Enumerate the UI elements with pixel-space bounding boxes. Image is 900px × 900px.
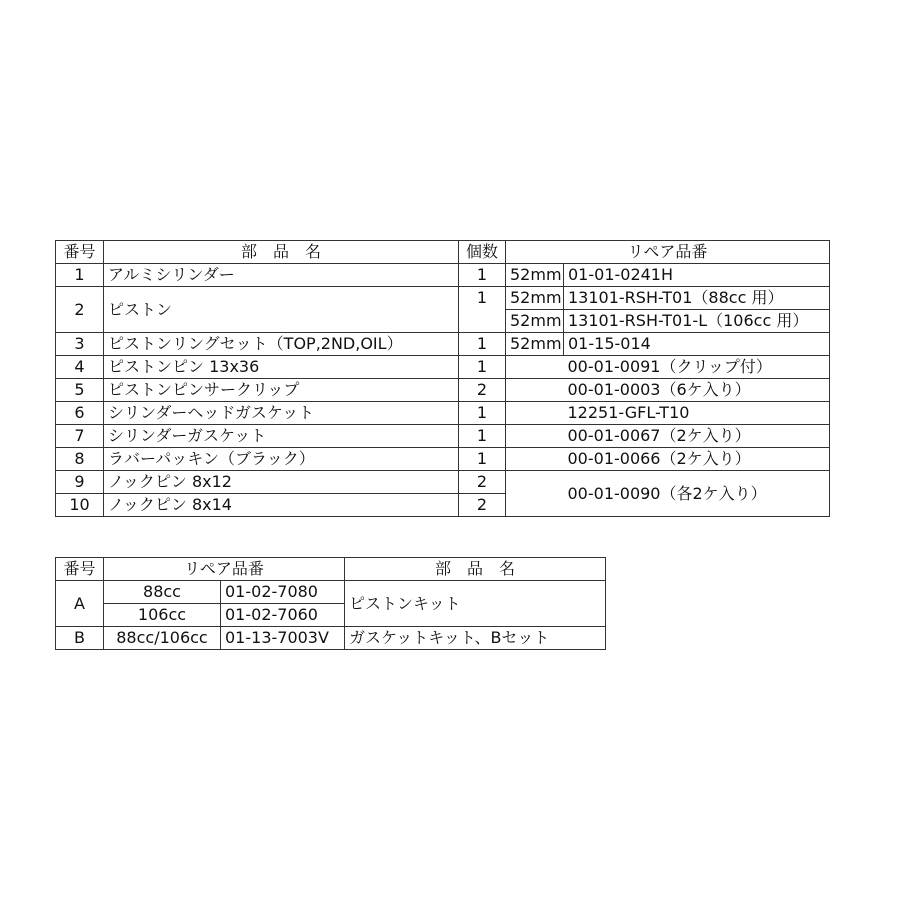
row-name: アルミシリンダー [104,264,459,287]
row-no: 9 [56,471,104,494]
parts-table [55,240,830,517]
table-row [56,356,830,379]
row-size-empty [506,471,564,517]
header-qty: 個数 [459,241,506,264]
row-no: 7 [56,425,104,448]
row-part: 00-01-0003（6ケ入り） [564,379,830,402]
kit-row-name: ガスケットキット、Bセット [345,627,606,650]
kit-row-no: A [56,581,104,627]
row-no: 6 [56,402,104,425]
table-row [56,471,830,494]
row-name: シリンダーガスケット [104,425,459,448]
row-no: 3 [56,333,104,356]
row-name: シリンダーヘッドガスケット [104,402,459,425]
row-no: 4 [56,356,104,379]
row-no: 5 [56,379,104,402]
row-name: ノックピン 8x12 [104,471,459,494]
kit-header-row [56,558,606,581]
row-part-2: 13101-RSH-T01-L（106cc 用） [564,310,830,333]
row-part: 01-15-014 [564,333,830,356]
kit-header-no: 番号 [56,558,104,581]
row-size-2: 52mm [506,310,564,333]
row-no: 2 [56,287,104,333]
row-no: 10 [56,494,104,517]
table-row [56,402,830,425]
kit-row-part: 01-13-7003V [221,627,345,650]
kit-table [55,557,606,650]
row-size-empty [506,425,564,448]
row-part: 00-01-0067（2ケ入り） [564,425,830,448]
table-row [56,287,830,310]
table-row [56,264,830,287]
row-size-empty [506,356,564,379]
kit-header-name: 部 品 名 [345,558,606,581]
header-name: 部 品 名 [104,241,459,264]
table-row [56,333,830,356]
row-name: ピストンピンサークリップ [104,379,459,402]
row-size: 52mm [506,333,564,356]
header-repair: リペア品番 [506,241,830,264]
row-no: 1 [56,264,104,287]
row-qty: 2 [459,379,506,402]
kit-header-repair: リペア品番 [104,558,345,581]
row-part: 13101-RSH-T01（88cc 用） [564,287,830,310]
row-name: ピストン [104,287,459,333]
row-qty: 2 [459,471,506,494]
row-size: 52mm [506,287,564,310]
row-size-empty [506,448,564,471]
row-qty: 2 [459,494,506,517]
row-size-empty [506,402,564,425]
row-part: 12251-GFL-T10 [564,402,830,425]
kit-row-part-2: 01-02-7060 [221,604,345,627]
row-part: 01-01-0241H [564,264,830,287]
row-name: ノックピン 8x14 [104,494,459,517]
table-row [56,379,830,402]
table-row [56,627,606,650]
row-qty: 1 [459,287,506,333]
row-part: 00-01-0066（2ケ入り） [564,448,830,471]
kit-row-variant: 88cc/106cc [104,627,221,650]
row-qty: 1 [459,264,506,287]
row-name: ラバーパッキン（ブラック） [104,448,459,471]
kit-row-part: 01-02-7080 [221,581,345,604]
kit-row-variant: 88cc [104,581,221,604]
row-size: 52mm [506,264,564,287]
row-qty: 1 [459,356,506,379]
row-part: 00-01-0090（各2ケ入り） [564,471,830,517]
row-qty: 1 [459,402,506,425]
row-no: 8 [56,448,104,471]
row-name: ピストンリングセット（TOP,2ND,OIL） [104,333,459,356]
kit-row-name: ピストンキット [345,581,606,627]
row-qty: 1 [459,448,506,471]
row-part: 00-01-0091（クリップ付） [564,356,830,379]
kit-row-no: B [56,627,104,650]
table-row [56,425,830,448]
row-name: ピストンピン 13x36 [104,356,459,379]
table-row [56,448,830,471]
row-size-empty [506,379,564,402]
header-no: 番号 [56,241,104,264]
row-qty: 1 [459,425,506,448]
table-row [56,581,606,604]
kit-row-variant-2: 106cc [104,604,221,627]
parts-header-row [56,241,830,264]
row-qty: 1 [459,333,506,356]
